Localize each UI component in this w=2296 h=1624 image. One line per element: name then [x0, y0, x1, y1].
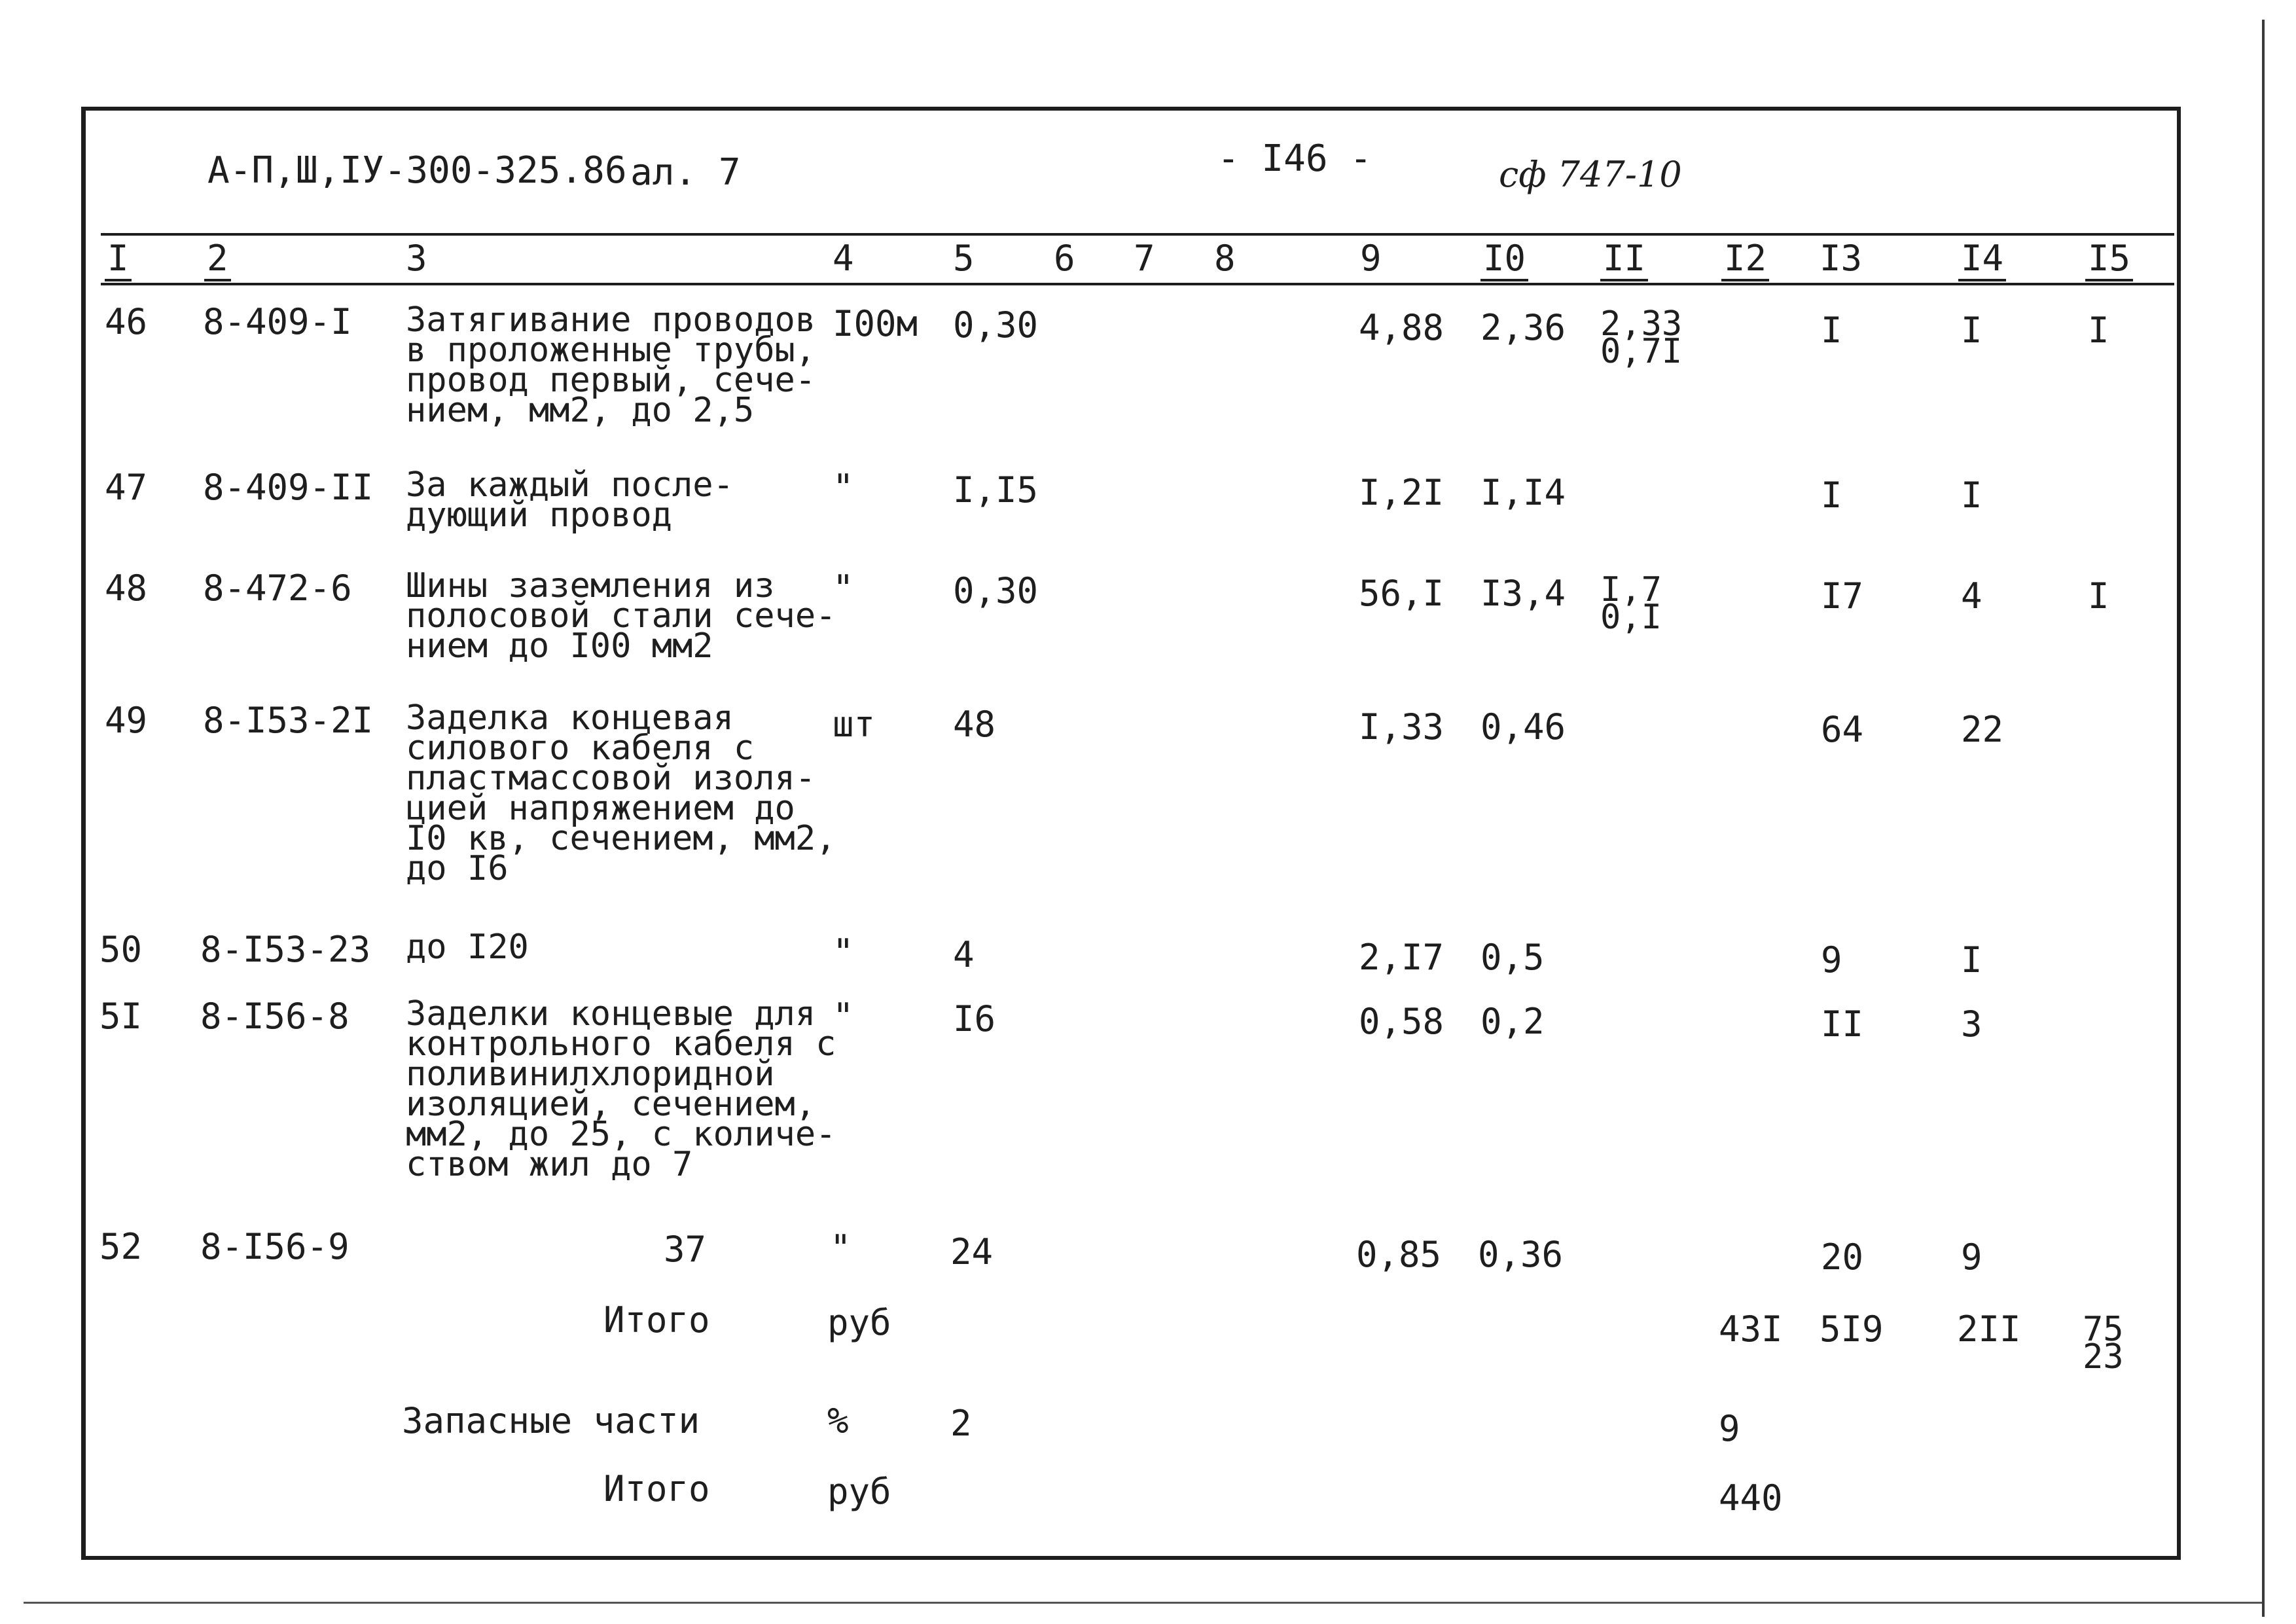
total-col-12: 43I — [1719, 1308, 1783, 1350]
grand-total-label: Итого — [603, 1468, 710, 1509]
col-header-13: I3 — [1820, 238, 1863, 279]
row-col-9: 2,I7 — [1359, 937, 1444, 978]
row-description: За каждый после- дующий провод — [406, 465, 734, 535]
row-number: 47 — [105, 467, 148, 508]
row-col-14: I — [1961, 475, 1982, 516]
row-col-9: 4,88 — [1359, 307, 1444, 348]
row-col-9: 0,58 — [1359, 1001, 1444, 1042]
row-code: 8-I56-8 — [200, 996, 350, 1037]
row-code: 8-I53-23 — [200, 929, 371, 970]
row-col-15: I — [2088, 310, 2109, 351]
col-header-7: 7 — [1134, 238, 1155, 279]
header-rule-bottom — [101, 283, 2174, 285]
row-description: Заделки концевые для контрольного кабеля с поливинилхлоридной изоляцией, сечением, мм2, до 25, с количе- ством жил до 7 — [406, 994, 836, 1184]
total-label: Итого — [603, 1299, 710, 1341]
row-description: Шины заземления из полосовой стали сече- нием до I00 мм2 — [406, 566, 836, 666]
col-header-4: 4 — [833, 238, 854, 279]
row-number: 49 — [105, 700, 148, 741]
row-unit: " — [830, 1227, 852, 1269]
row-col-13: I7 — [1821, 575, 1864, 617]
row-col-11: 2,33 0,7I — [1600, 304, 1683, 371]
row-col-14: 22 — [1961, 709, 2004, 750]
total-unit: руб — [827, 1302, 891, 1343]
row-col-5: 24 — [950, 1231, 994, 1272]
row-number: 50 — [99, 929, 143, 970]
row-col-9: I,33 — [1359, 706, 1444, 748]
row-col-10: 0,5 — [1480, 937, 1545, 978]
row-col-5: 0,30 — [953, 304, 1039, 346]
row-number: 48 — [105, 568, 148, 609]
col-header-8: 8 — [1214, 238, 1236, 279]
row-unit: " — [833, 931, 854, 973]
handwritten-note: сф 747-10 — [1499, 154, 1682, 195]
row-col-10: 0,2 — [1480, 1001, 1545, 1042]
spare-parts-col-12: 9 — [1719, 1408, 1740, 1449]
album-label: ал. 7 — [630, 151, 741, 194]
row-unit: шт — [833, 704, 876, 745]
col-header-14: I4 — [1958, 241, 2006, 276]
col-header-2: 2 — [204, 241, 231, 276]
header-rule-top — [101, 233, 2174, 236]
row-description: до I20 — [406, 928, 529, 967]
document-code: А-П,Ш,IУ-300-325.86 — [207, 149, 627, 192]
total-col-15: 75 23 — [2083, 1310, 2124, 1377]
spare-parts-label: Запасные части — [402, 1400, 700, 1441]
row-col-5: 48 — [953, 704, 996, 745]
row-unit: " — [833, 996, 854, 1037]
col-header-6: 6 — [1054, 238, 1075, 279]
row-col-10: 0,46 — [1480, 706, 1566, 748]
row-col-5: I6 — [953, 998, 996, 1039]
row-code: 8-I53-2I — [203, 700, 374, 741]
row-col-10: I,I4 — [1480, 472, 1566, 513]
col-header-3: 3 — [406, 238, 427, 279]
spare-parts-unit: % — [827, 1400, 849, 1441]
grand-total-unit: руб — [827, 1471, 891, 1512]
row-col-13: II — [1821, 1003, 1864, 1045]
row-number: 46 — [105, 301, 148, 342]
row-col-9: 0,85 — [1356, 1234, 1442, 1275]
row-unit: " — [833, 568, 854, 609]
row-col-13: 9 — [1821, 939, 1842, 981]
row-code: 8-I56-9 — [200, 1226, 350, 1267]
row-description: Заделка концевая силового кабеля с пластмассовой изоля- цией напряжением до I0 кв, сечением, мм2, до I6 — [406, 698, 836, 888]
total-col-14: 2II — [1957, 1308, 2021, 1350]
row-col-14: 3 — [1961, 1003, 1982, 1045]
row-col-10: 2,36 — [1480, 307, 1566, 348]
col-header-5: 5 — [953, 238, 975, 279]
page-number: - I46 - — [1217, 137, 1372, 180]
page-edge-right — [2262, 20, 2265, 1617]
row-col-13: 64 — [1821, 709, 1864, 750]
row-col-13: I — [1821, 475, 1842, 516]
spare-parts-percent: 2 — [950, 1403, 972, 1444]
row-col-14: 9 — [1961, 1236, 1982, 1278]
row-code: 8-472-6 — [203, 568, 352, 609]
row-number: 5I — [99, 996, 143, 1037]
row-col-14: I — [1961, 939, 1982, 981]
row-col-13: 20 — [1821, 1236, 1864, 1278]
col-header-9: 9 — [1360, 238, 1382, 279]
row-description: Затягивание проводов в проложенные трубы, провод первый, сече- нием, мм2, до 2,5 — [406, 300, 816, 430]
row-code: 8-409-II — [203, 467, 374, 508]
row-col-5: I,I5 — [953, 469, 1039, 511]
row-unit: I00м — [833, 303, 918, 344]
col-header-11: II — [1600, 241, 1648, 276]
col-header-15: I5 — [2085, 241, 2133, 276]
row-col-14: 4 — [1961, 575, 1982, 617]
row-unit: " — [833, 467, 854, 508]
row-col-10: 0,36 — [1478, 1234, 1564, 1275]
row-col-15: I — [2088, 575, 2109, 617]
row-col-5: 4 — [953, 934, 975, 975]
row-col-11: I,7 0,I — [1600, 570, 1662, 637]
row-col-10: I3,4 — [1480, 573, 1566, 614]
grand-total-col-12: 440 — [1719, 1477, 1783, 1519]
row-description: 37 — [664, 1229, 707, 1270]
col-header-1: I — [105, 241, 132, 276]
row-col-9: I,2I — [1359, 472, 1444, 513]
row-col-14: I — [1961, 310, 1982, 351]
row-col-13: I — [1821, 310, 1842, 351]
row-col-5: 0,30 — [953, 570, 1039, 611]
col-header-12: I2 — [1721, 241, 1769, 276]
row-code: 8-409-I — [203, 301, 352, 342]
total-col-13: 5I9 — [1820, 1308, 1884, 1350]
row-col-9: 56,I — [1359, 573, 1444, 614]
page-edge-bottom — [24, 1602, 2262, 1604]
row-number: 52 — [99, 1226, 143, 1267]
col-header-10: I0 — [1480, 241, 1528, 276]
